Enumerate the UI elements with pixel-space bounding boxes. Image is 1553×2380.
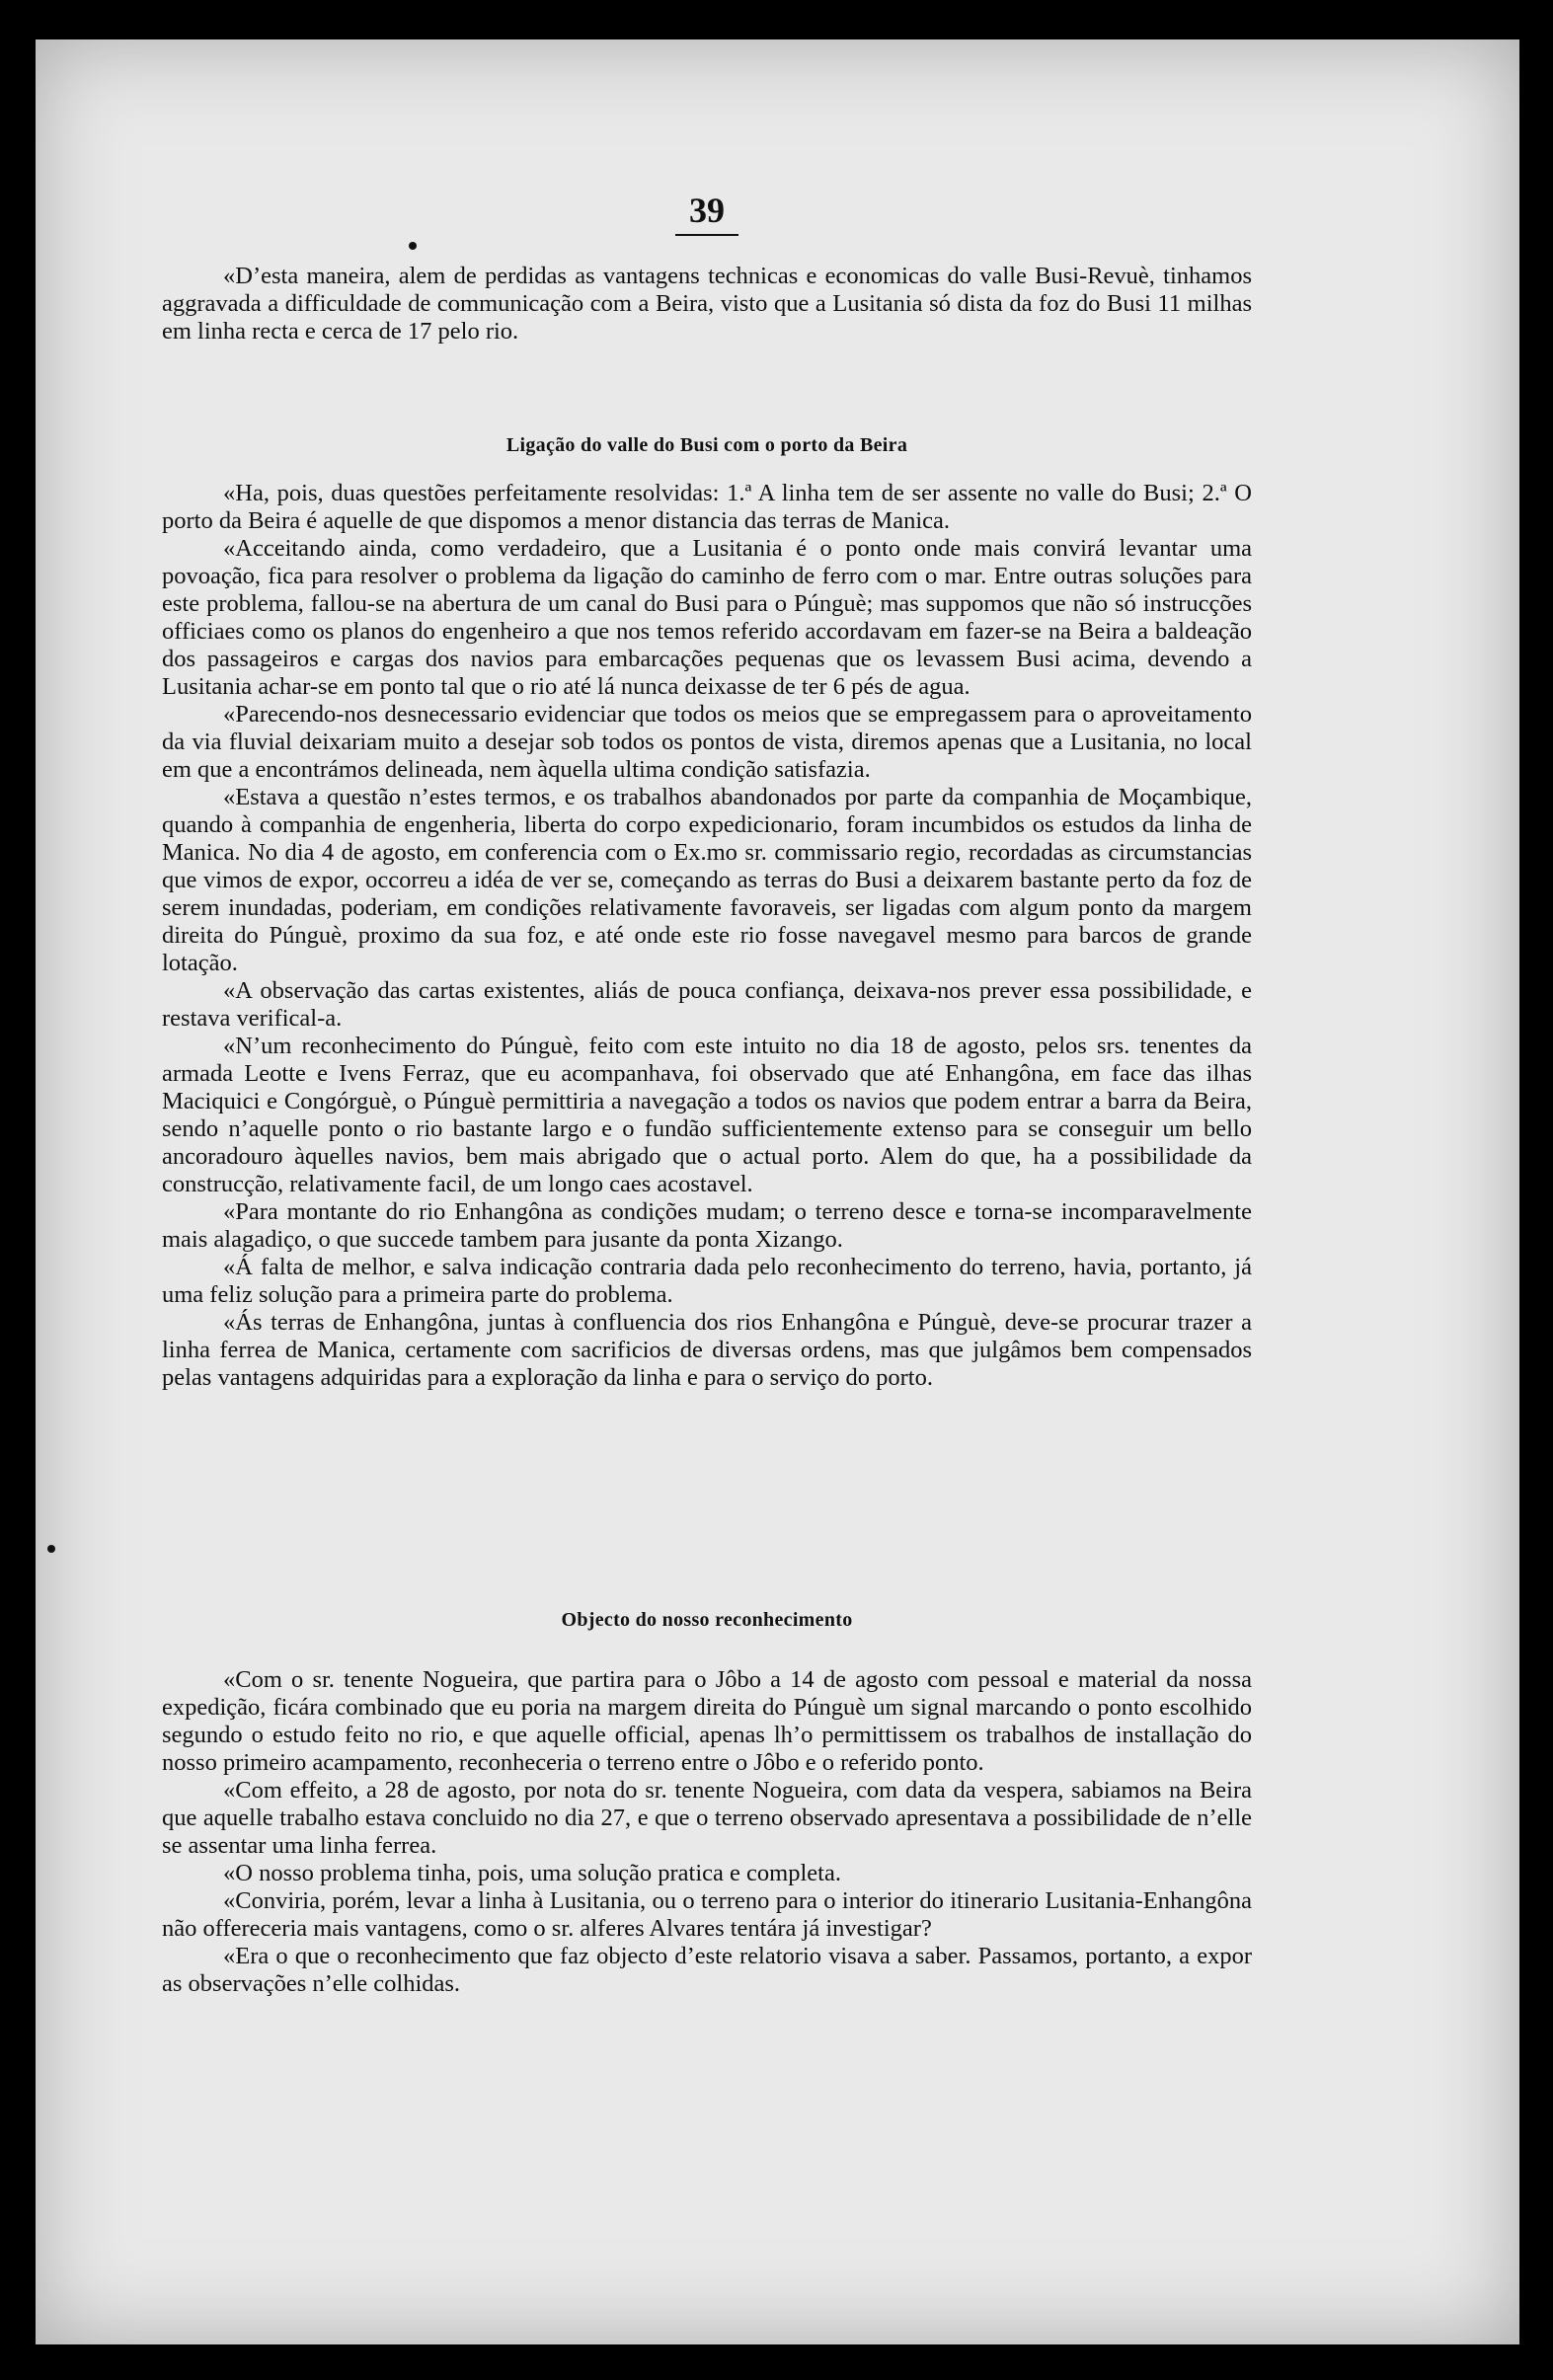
section-ligacao-body	[162, 480, 1252, 1392]
section-objecto	[162, 1609, 1252, 1632]
intro-paragraph: «D’esta maneira, alem de perdidas as vantagens technicas e economicas do valle Busi-Revuè, tinhamos aggravada a difficuldade de communicação com a Beira, visto que a Lusitania só dista da foz do Busi 11 milhas em linha recta e cerca de 17 pelo rio.	[162, 263, 1252, 345]
ink-speck	[409, 242, 417, 250]
intro-block	[162, 263, 1252, 345]
paragraph: «Com effeito, a 28 de agosto, por nota do sr. tenente Nogueira, com data da vespera, sabiamos na Beira que aquelle trabalho estava concluido no dia 27, e que o terreno observado apresentava a possibilidade de n’elle se assentar uma linha ferrea.	[162, 1777, 1252, 1859]
paragraph: «O nosso problema tinha, pois, uma solução pratica e completa.	[223, 1860, 841, 1886]
paragraph: «Era o que o reconhecimento que faz objecto d’este relatorio visava a saber. Passamos, portanto, a expor as observações n’elle colhidas.	[162, 1943, 1252, 1997]
ink-speck	[47, 1545, 55, 1553]
scanned-page	[36, 39, 1519, 2344]
paragraph: «A observação das cartas existentes, aliás de pouca confiança, deixava-nos prever essa possibilidade, e restava verifical-a.	[162, 977, 1252, 1032]
paragraph: «Conviria, porém, levar a linha à Lusitania, ou o terreno para o interior do itinerario Lusitania-Enhangôna não offereceria mais vantagens, como o sr. alferes Alvares tentára já investigar?	[162, 1887, 1252, 1942]
paragraph: «Estava a questão n’estes termos, e os trabalhos abandonados por parte da companhia de Moçambique, quando à companhia de engenheria, liberta do corpo expedicionario, foram incumbidos os estudos da linha de Manica. No dia 4 de agosto, em conferencia com o Ex.mo sr. commissario regio, recordadas as circumstancias que vimos de expor, occorreu a idéa de ver se, começando as terras do Busi a deixarem bastante perto da foz de serem inundadas, poderiam, em condições relativamente favoraveis, ser ligadas com algum ponto da margem direita do Púnguè, proximo da sua foz, e até onde este rio fosse navegavel mesmo para barcos de grande lotação.	[162, 784, 1252, 976]
paragraph: «Ha, pois, duas questões perfeitamente resolvidas: 1.ª A linha tem de ser assente no valle do Busi; 2.ª O porto da Beira é aquelle de que dispomos a menor distancia das terras de Manica.	[162, 480, 1252, 534]
paragraph: «Para montante do rio Enhangôna as condições mudam; o terreno desce e torna-se incomparavelmente mais alagadiço, o que succede tambem para jusante da ponta Xizango.	[162, 1198, 1252, 1253]
section-heading: Objecto do nosso reconhecimento	[561, 1609, 853, 1631]
paragraph: «Ás terras de Enhangôna, juntas à confluencia dos rios Enhangôna e Púnguè, deve-se procurar trazer a linha ferrea de Manica, certamente com sacrificios de diversas ordens, mas que julgâmos bem compensados pelas vantagens adquiridas para a exploração da linha e para o serviço do porto.	[162, 1309, 1252, 1391]
paragraph: «Com o sr. tenente Nogueira, que partira para o Jôbo a 14 de agosto com pessoal e material da nossa expedição, ficára combinado que eu poria na margem direita do Púnguè um signal marcando o ponto escolhido segundo o estudo feito no rio, e que aquelle official, apenas lh’o permittissem os trabalhos de installação do nosso primeiro acampamento, reconheceria o terreno entre o Jôbo e o referido ponto.	[162, 1666, 1252, 1776]
section-heading: Ligação do valle do Busi com o porto da Beira	[505, 434, 908, 456]
section-ligacao	[162, 434, 1252, 457]
page-number: 39	[162, 190, 1252, 231]
paragraph: «N’um reconhecimento do Púnguè, feito com este intuito no dia 18 de agosto, pelos srs. tenentes da armada Leotte e Ivens Ferraz, que eu acompanhava, foi observado que até Enhangôna, em face das ilhas Maciquici e Congórguè, o Púnguè permittiria a navegação a todos os navios que podem entrar a barra da Beira, sendo n’aquelle ponto o rio bastante largo e o fundão sufficientemente extenso para se conseguir um bello ancoradouro àquelles navios, bem mais abrigado que o actual porto. Alem do que, ha a possibilidade da construcção, relativamente facil, de um longo caes acostavel.	[162, 1033, 1252, 1197]
paragraph: «Parecendo-nos desnecessario evidenciar que todos os meios que se empregassem para o aproveitamento da via fluvial deixariam muito a desejar sob todos os pontos de vista, diremos apenas que a Lusitania, no local em que a encontrámos delineada, nem àquella ultima condição satisfazia.	[162, 701, 1252, 783]
paragraph: «Acceitando ainda, como verdadeiro, que a Lusitania é o ponto onde mais convirá levantar uma povoação, fica para resolver o problema da ligação do caminho de ferro com o mar. Entre outras soluções para este problema, fallou-se na abertura de um canal do Busi para o Púnguè; mas suppomos que não só instrucções officiaes como os planos do engenheiro a que nos temos referido accordavam em fazer-se na Beira a baldeação dos passageiros e cargas dos navios para embarcações pequenas que os levassem Busi acima, devendo a Lusitania achar-se em ponto tal que o rio até lá nunca deixasse de ter 6 pés de agua.	[162, 535, 1252, 700]
section-objecto-body	[162, 1666, 1252, 1998]
paragraph: «Á falta de melhor, e salva indicação contraria dada pelo reconhecimento do terreno, havia, portanto, já uma feliz solução para a primeira parte do problema.	[162, 1254, 1252, 1308]
